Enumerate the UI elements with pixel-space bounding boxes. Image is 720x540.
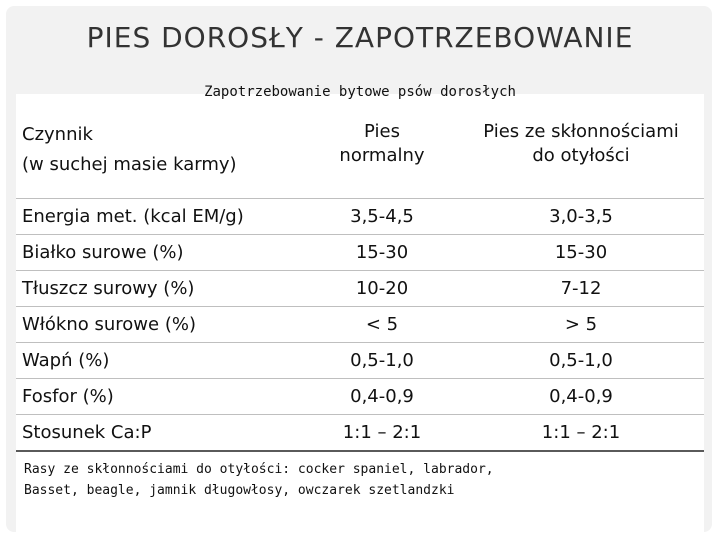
header-obese-prone-dog bbox=[458, 114, 704, 199]
row-normal-value: < 5 bbox=[306, 307, 458, 343]
row-normal-value: 3,5-4,5 bbox=[306, 199, 458, 235]
row-factor: Tłuszcz surowy (%) bbox=[16, 271, 306, 307]
row-factor: Energia met. (kcal EM/g) bbox=[16, 199, 306, 235]
footnote-line2: Basset, beagle, jamnik długowłosy, owczarek szetlandzki bbox=[24, 483, 455, 498]
row-normal-value: 15-30 bbox=[306, 235, 458, 271]
header-obese-line2: do otyłości bbox=[532, 145, 630, 166]
requirements-table-wrapper bbox=[16, 114, 704, 443]
table-header-row bbox=[16, 114, 704, 199]
table-row bbox=[16, 415, 704, 452]
footnote-line1: Rasy ze skłonnościami do otyłości: cocker spaniel, labrador, bbox=[24, 462, 494, 477]
table-row bbox=[16, 343, 704, 379]
footnote bbox=[24, 459, 624, 501]
table-row bbox=[16, 307, 704, 343]
row-obese-value: 0,5-1,0 bbox=[458, 343, 704, 379]
row-obese-value: > 5 bbox=[458, 307, 704, 343]
row-normal-value: 0,5-1,0 bbox=[306, 343, 458, 379]
table-row bbox=[16, 199, 704, 235]
header-factor bbox=[16, 114, 306, 199]
header-normal-dog bbox=[306, 114, 458, 199]
row-obese-value: 0,4-0,9 bbox=[458, 379, 704, 415]
row-normal-value: 1:1 – 2:1 bbox=[306, 415, 458, 452]
header-normal-line2: normalny bbox=[339, 145, 425, 166]
table-row bbox=[16, 235, 704, 271]
header-obese-line1: Pies ze skłonnościami bbox=[483, 121, 679, 142]
table-row bbox=[16, 271, 704, 307]
row-factor: Fosfor (%) bbox=[16, 379, 306, 415]
row-obese-value: 1:1 – 2:1 bbox=[458, 415, 704, 452]
table-row bbox=[16, 379, 704, 415]
table-caption: Zapotrzebowanie bytowe psów dorosłych bbox=[204, 84, 516, 100]
row-normal-value: 10-20 bbox=[306, 271, 458, 307]
header-factor-line1: Czynnik bbox=[22, 124, 93, 145]
header-factor-line2: (w suchej masie karmy) bbox=[22, 154, 237, 175]
requirements-table bbox=[16, 114, 704, 452]
row-obese-value: 7-12 bbox=[458, 271, 704, 307]
header-normal-line1: Pies bbox=[364, 121, 400, 142]
row-factor: Włókno surowe (%) bbox=[16, 307, 306, 343]
row-factor: Wapń (%) bbox=[16, 343, 306, 379]
row-obese-value: 3,0-3,5 bbox=[458, 199, 704, 235]
slide-title: PIES DOROSŁY - ZAPOTRZEBOWANIE bbox=[86, 21, 634, 54]
row-factor: Stosunek Ca:P bbox=[16, 415, 306, 452]
row-factor: Białko surowe (%) bbox=[16, 235, 306, 271]
row-normal-value: 0,4-0,9 bbox=[306, 379, 458, 415]
row-obese-value: 15-30 bbox=[458, 235, 704, 271]
